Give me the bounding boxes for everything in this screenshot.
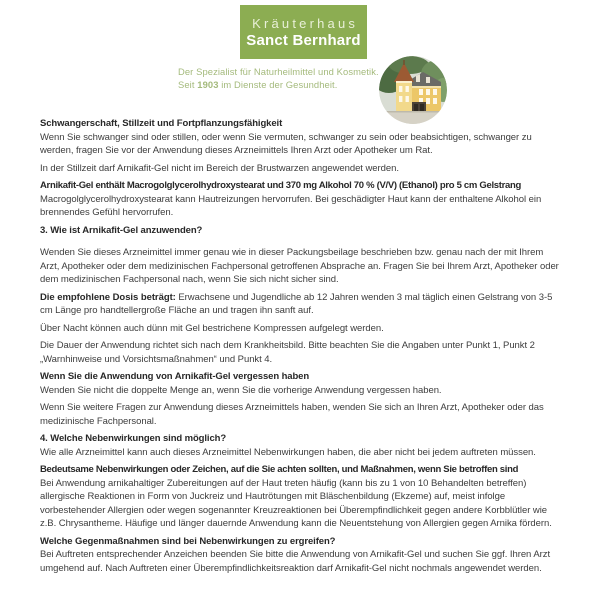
- tagline-suffix: im Dienste der Gesundheit.: [218, 79, 338, 90]
- section-further-questions: [40, 401, 562, 428]
- brand-logo: [240, 5, 367, 59]
- section-paragraph: Wie alle Arzneimittel kann auch dieses Arzneimittel Nebenwirkungen haben, die aber nicht bei jedem auftreten müssen.: [40, 446, 536, 458]
- brand-tagline-line1: Der Spezialist für Naturheilmittel und Kosmetik.: [178, 66, 379, 77]
- section-heading: Schwangerschaft, Stillzeit und Fortpflanzungsfähigkeit: [40, 118, 283, 129]
- section-excipients: [40, 179, 562, 220]
- leaflet-body: [40, 117, 562, 575]
- section-paragraph: Wenn Sie schwanger sind oder stillen, oder wenn Sie vermuten, schwanger zu sein oder beabsichtigen, schwanger zu werden, fragen Sie vor der Anwendung dieses Arzneimittels Ihren Arzt oder Apotheker um Rat.: [40, 131, 532, 156]
- section-countermeasures: [40, 535, 562, 576]
- dosage-lead: Die empfohlene Dosis beträgt:: [40, 291, 176, 303]
- section-paragraph: Die Dauer der Anwendung richtet sich nach dem Krankheitsbild. Bitte beachten Sie die Angaben unter Punkt 1, Punkt 2 „Warnhinweise und Vorsichtsmaßnahmen“ und Punkt 4.: [40, 340, 535, 365]
- dosage-text: Erwachsene und Jugendliche ab 12 Jahren wenden 3 mal täglich einen Gelstrang von 3-5 cm Länge pro handtellergroße Fläche an und tragen ihn sanft auf.: [40, 291, 553, 316]
- section-paragraph: Wenden Sie dieses Arzneimittel immer genau wie in dieser Packungsbeilage beschrieben bzw. genau nach der mit Ihrem Arzt, Apotheker oder dem medizinischen Fachpersonal getroffenen Absprache an. Fragen Sie bei Ihrem Arzt, Apotheker oder dem medizinischen Fachpersonal nach, wenn Sie sich nicht sicher sind.: [40, 247, 559, 285]
- section-heading: Bedeutsame Nebenwirkungen oder Zeichen, auf die Sie achten sollten, und Maßnahmen, wenn Sie betroffen sind: [40, 464, 519, 475]
- section-paragraph: [40, 291, 562, 318]
- section-4-heading: 4. Welche Nebenwirkungen sind möglich?: [40, 433, 227, 444]
- tagline-prefix: Seit: [178, 79, 198, 90]
- section-paragraph: Bei Anwendung arnikahaltiger Zubereitungen auf der Haut treten häufig (kann bis zu 1 von 10 Behandelten betreffen) allergische Reaktionen in Form von Juckreiz und Hautrötungen mit Bläschenbildung (Ekzeme) auf, meist infolge vorbestehender Allergien oder wegen sogenannter Kreuzreaktionen bei Überempfindlichkeit gegen andere Korbblütler wie z.B. Chrysantheme. Häufige und länger dauernde Anwendung kann die Neuentstehung von Allergien gegen Arnika fördern.: [40, 477, 552, 529]
- tagline-year: 1903: [197, 79, 219, 90]
- brand-tagline: [178, 65, 379, 91]
- section-heading: Welche Gegenmaßnahmen sind bei Nebenwirkungen zu ergreifen?: [40, 535, 336, 547]
- section-4-side-effects: [40, 432, 562, 459]
- section-paragraph: Bei Auftreten entsprechender Anzeichen beenden Sie bitte die Anwendung von Arnikafit-Gel und suchen Sie ggf. Ihren Arzt umgehend auf. Nach Auftreten einer Überempfindlichkeitsreaktion darf Arnikafit-Gel nicht nochmals angewendet werden.: [40, 549, 551, 574]
- section-forgotten-use: [40, 370, 562, 397]
- section-duration: [40, 339, 562, 366]
- section-usage-instructions: [40, 246, 562, 287]
- company-building-photo: [379, 56, 447, 124]
- section-pregnancy: [40, 117, 562, 158]
- section-paragraph: Macrogolglycerolhydroxystearat kann Hautreizungen hervorrufen. Bei geschädigter Haut kann der enthaltene Alkohol ein brennendes Gefühl hervorrufen.: [40, 193, 542, 218]
- section-paragraph: Wenn Sie weitere Fragen zur Anwendung dieses Arzneimittels haben, wenden Sie sich an Ihren Arzt, Apotheker oder das medizinische Fachpersonal.: [40, 402, 544, 427]
- brand-logo-line1: Kräuterhaus: [252, 15, 359, 31]
- section-paragraph: In der Stillzeit darf Arnikafit-Gel nicht im Bereich der Brustwarzen angewendet werden.: [40, 162, 399, 174]
- building-illustration: [379, 56, 447, 124]
- section-compresses: [40, 322, 562, 336]
- section-dosage: [40, 291, 562, 318]
- brand-tagline-line2: [178, 78, 379, 91]
- section-paragraph: Wenden Sie nicht die doppelte Menge an, wenn Sie die vorherige Anwendung vergessen haben.: [40, 384, 442, 396]
- section-3-heading: 3. Wie ist Arnikafit-Gel anzuwenden?: [40, 224, 203, 236]
- section-heading: Arnikafit-Gel enthält Macrogolglycerolhydroxystearat und 370 mg Alkohol 70 % (V/V) (Ethanol) pro 5 cm Gelstrang: [40, 180, 522, 191]
- brand-logo-line2: Sanct Bernhard: [246, 31, 361, 49]
- section-breastfeeding-note: [40, 162, 562, 176]
- section-paragraph: Über Nacht können auch dünn mit Gel bestrichene Kompressen aufgelegt werden.: [40, 322, 384, 334]
- section-heading: Wenn Sie die Anwendung von Arnikafit-Gel vergessen haben: [40, 371, 310, 382]
- section-significant-side-effects: [40, 463, 562, 531]
